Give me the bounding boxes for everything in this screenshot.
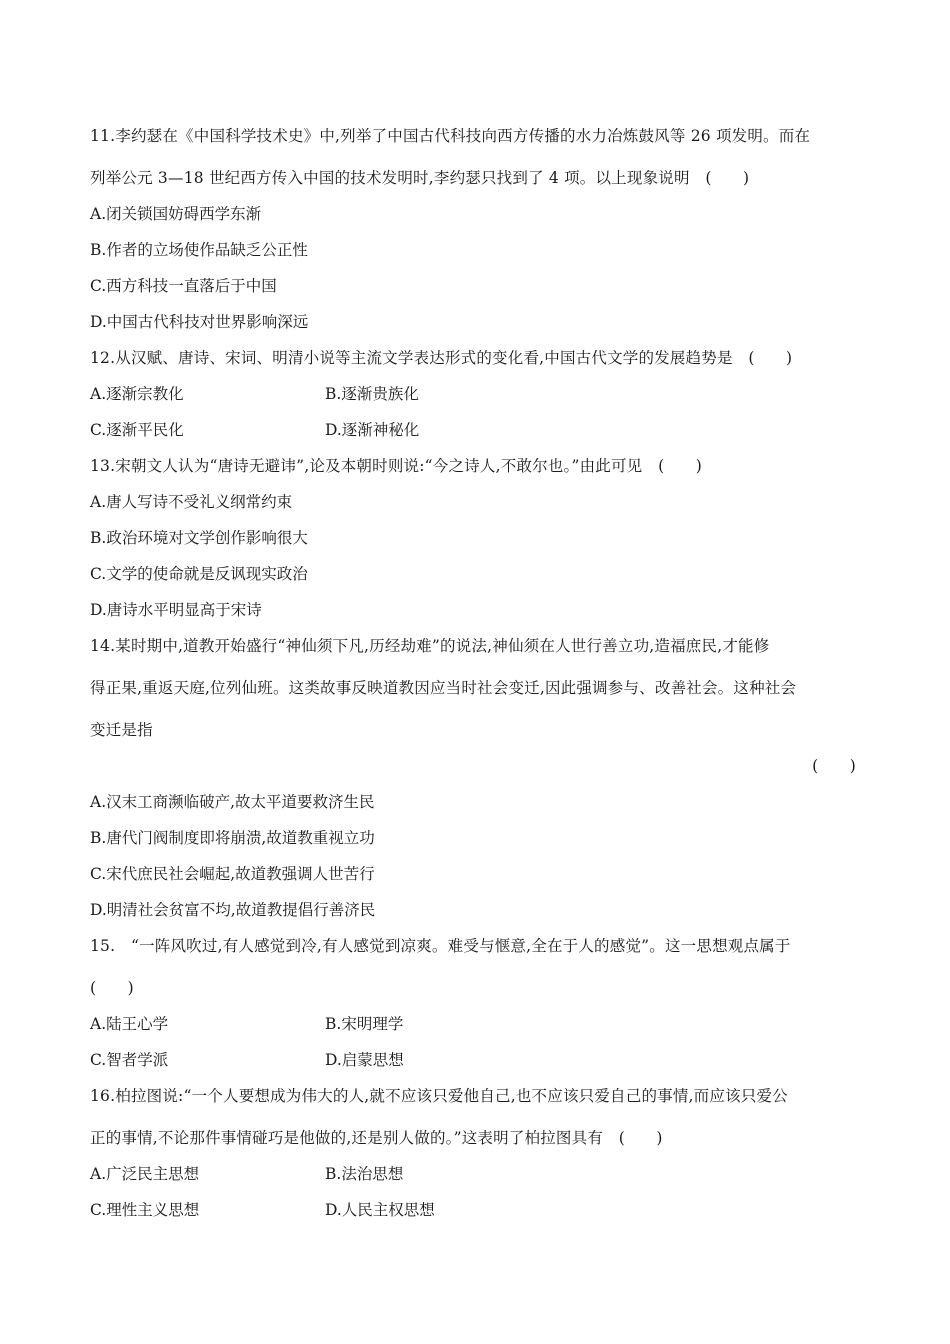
option-row xyxy=(90,376,860,412)
option-row xyxy=(90,1192,860,1228)
question-15 xyxy=(90,928,860,1078)
option-d: D.唐诗水平明显高于宋诗 xyxy=(90,601,262,619)
option-a: A.汉末工商濒临破产,故太平道要救济生民 xyxy=(90,793,375,811)
option-d: D.启蒙思想 xyxy=(325,1051,404,1069)
question-14 xyxy=(90,628,860,928)
question-16 xyxy=(90,1078,860,1228)
option-b: B.政治环境对文学创作影响很大 xyxy=(90,529,308,547)
option-a: A.陆王心学 xyxy=(90,1015,169,1033)
question-13 xyxy=(90,448,860,628)
option-a: A.唐人写诗不受礼义纲常约束 xyxy=(90,493,293,511)
option-d: D.中国古代科技对世界影响深远 xyxy=(90,313,309,331)
option-c: C.理性主义思想 xyxy=(90,1201,200,1219)
question-text: 得正果,重返天庭,位列仙班。这类故事反映道教因应当时社会变迁,因此强调参与、改善社会。这种社会 xyxy=(90,679,797,697)
answer-parentheses: ( ) xyxy=(812,757,856,775)
exam-page xyxy=(90,118,860,1228)
option-b: B.法治思想 xyxy=(325,1165,404,1183)
option-c: C.文学的使命就是反讽现实政治 xyxy=(90,565,308,583)
question-text: 16.柏拉图说:“一个人要想成为伟大的人,就不应该只爱他自己,也不应该只爱自己的事情,而应该只爱公 xyxy=(90,1087,788,1105)
option-row xyxy=(90,1042,860,1078)
question-text: 14.某时期中,道教开始盛行“神仙须下凡,历经劫难”的说法,神仙须在人世行善立功,造福庶民,才能修 xyxy=(90,637,770,655)
option-a: A.逐渐宗教化 xyxy=(90,385,184,403)
question-text: 正的事情,不论那件事情碰巧是他做的,还是别人做的。”这表明了柏拉图具有 ( ) xyxy=(90,1129,663,1147)
option-b: B.宋明理学 xyxy=(325,1015,404,1033)
option-a: A.闭关锁国妨碍西学东渐 xyxy=(90,205,262,223)
option-b: B.唐代门阀制度即将崩溃,故道教重视立功 xyxy=(90,829,375,847)
question-text: 变迁是指 xyxy=(90,721,153,739)
question-text: 列举公元 3—18 世纪西方传入中国的技术发明时,李约瑟只找到了 4 项。以上现象说明 ( ) xyxy=(90,169,750,187)
question-text: 12.从汉赋、唐诗、宋词、明清小说等主流文学表达形式的变化看,中国古代文学的发展趋势是 ( ) xyxy=(90,349,793,367)
option-a: A.广泛民主思想 xyxy=(90,1165,200,1183)
question-text: 11.李约瑟在《中国科学技术史》中,列举了中国古代科技向西方传播的水力冶炼鼓风等 26 项发明。而在 xyxy=(90,127,811,145)
option-b: B.作者的立场使作品缺乏公正性 xyxy=(90,241,308,259)
option-d: D.人民主权思想 xyxy=(325,1201,435,1219)
question-text: ( ) xyxy=(90,979,134,997)
option-row xyxy=(90,1156,860,1192)
option-c: C.西方科技一直落后于中国 xyxy=(90,277,277,295)
option-row xyxy=(90,1006,860,1042)
option-c: C.逐渐平民化 xyxy=(90,421,184,439)
question-12 xyxy=(90,340,860,448)
question-11 xyxy=(90,118,860,340)
option-b: B.逐渐贵族化 xyxy=(325,385,419,403)
question-text: 15. “一阵风吹过,有人感觉到冷,有人感觉到凉爽。难受与惬意,全在于人的感觉”。这一思想观点属于 xyxy=(90,937,791,955)
option-d: D.逐渐神秘化 xyxy=(325,421,420,439)
option-c: C.智者学派 xyxy=(90,1051,169,1069)
option-row xyxy=(90,412,860,448)
question-text: 13.宋朝文人认为“唐诗无避讳”,论及本朝时则说:“今之诗人,不敢尔也。”由此可见 ( ) xyxy=(90,457,702,475)
option-c: C.宋代庶民社会崛起,故道教强调人世苦行 xyxy=(90,865,375,883)
option-d: D.明清社会贫富不均,故道教提倡行善济民 xyxy=(90,901,376,919)
